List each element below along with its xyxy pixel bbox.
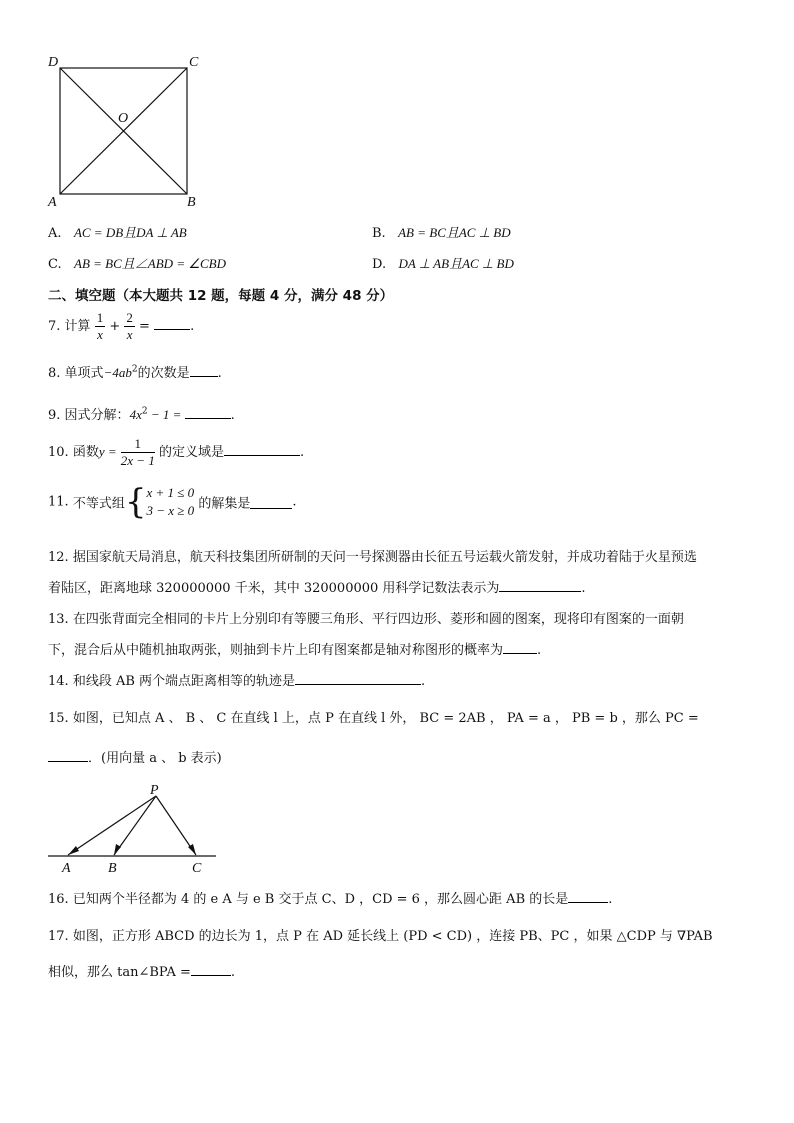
q11-system: x + 1 ≤ 0 3 − x ≥ 0 bbox=[146, 485, 195, 518]
q11-number: 11. bbox=[48, 494, 69, 510]
choice-b-letter: B. bbox=[372, 226, 386, 241]
q17-text-1: 如图，正方形 ABCD 的边长为 1，点 P 在 AD 延长线上 (PD < CD) ，连接 PB、PC ，如果 △CDP 与 ∇PAB bbox=[72, 929, 713, 944]
q10-fraction: $\frac{1}{2x - 1}$ bbox=[120, 436, 155, 468]
q9-number: 9. bbox=[48, 408, 61, 423]
q7-number: 7. bbox=[48, 319, 61, 334]
question-16: 16. 已知两个半径都为 4 的 e A 与 e B 交于点 C、D ，CD = 6 ，那么圆心距 AB 的长是 . bbox=[48, 892, 613, 907]
question-14: 14. 和线段 AB 两个端点距离相等的轨迹是 . bbox=[48, 674, 426, 689]
arrow-a bbox=[68, 846, 79, 855]
question-7: 7. 计算 $\frac{1}{x}$ + $\frac{2}{x}$ = . bbox=[48, 310, 195, 342]
q8-expression: −4ab bbox=[103, 365, 132, 380]
q8-suffix: 的次数是 bbox=[137, 366, 190, 381]
label-c2: C bbox=[192, 861, 202, 876]
choice-a[interactable] bbox=[48, 222, 187, 241]
question-9: 9. 因式分解：$4x^2 - 1$ = . bbox=[48, 406, 235, 423]
q8-number: 8. bbox=[48, 366, 61, 381]
q13-text-1: 在四张背面完全相同的卡片上分别印有等腰三角形、平行四边形、菱形和圆的图案，现将印有图案的一面朝 bbox=[72, 612, 684, 627]
q11-brace: { bbox=[124, 482, 147, 522]
q14-number: 14. bbox=[48, 674, 69, 689]
label-b2: B bbox=[108, 861, 117, 876]
q13-text-2: 下，混合后从中随机抽取两张，则抽到卡片上印有图案都是轴对称图形的概率为 bbox=[48, 643, 504, 658]
q17-text-2: 相似，那么 tan∠BPA = bbox=[48, 965, 191, 980]
q15-text-1: 如图，已知点 A 、 B 、 C 在直线 l 上，点 P 在直线 l 外， BC = 2AB ， PA = a ， PB = b ，那么 PC = bbox=[72, 711, 699, 726]
q7-fraction-2: $\frac{2}{x}$ bbox=[126, 310, 133, 342]
q10-answer-blank[interactable] bbox=[224, 443, 300, 456]
label-d: D bbox=[48, 55, 59, 70]
q9-text: 因式分解： bbox=[64, 408, 130, 423]
label-p: P bbox=[150, 783, 159, 798]
q12-text-1: 据国家航天局消息，航天科技集团所研制的天问一号探测器由长征五号运载火箭发射，并成功着陆于火星预选 bbox=[72, 550, 697, 565]
question-12-line-1 bbox=[48, 546, 697, 565]
choice-b-text: AB = BC且AC ⊥ BD bbox=[398, 225, 511, 240]
q14-text: 和线段 AB 两个端点距离相等的轨迹是 bbox=[72, 674, 296, 689]
question-13-line-2: 下，混合后从中随机抽取两张，则抽到卡片上印有图案都是轴对称图形的概率为 . bbox=[48, 643, 542, 658]
q15-answer-blank[interactable] bbox=[48, 749, 88, 762]
question-17-line-2: 相似，那么 tan∠BPA = . bbox=[48, 965, 236, 980]
choice-c[interactable] bbox=[48, 253, 226, 272]
q9-answer-blank[interactable] bbox=[185, 406, 231, 419]
question-15-line-1 bbox=[48, 707, 699, 726]
question-17-line-1 bbox=[48, 925, 713, 944]
q10-lhs: y = bbox=[98, 444, 117, 459]
q10-suffix: 的定义域是 bbox=[158, 445, 224, 460]
choice-c-letter: C. bbox=[48, 257, 62, 272]
q7-fraction-1: $\frac{1}{x}$ bbox=[96, 310, 104, 342]
label-o: O bbox=[118, 111, 129, 126]
q8-answer-blank[interactable] bbox=[190, 364, 218, 377]
q11-text: 不等式组 bbox=[72, 496, 125, 512]
q16-answer-blank[interactable] bbox=[568, 890, 608, 903]
choice-d[interactable] bbox=[372, 253, 514, 272]
q17-answer-blank[interactable] bbox=[191, 963, 231, 976]
q11-suffix: 的解集是 bbox=[198, 496, 251, 512]
q17-number: 17. bbox=[48, 929, 69, 944]
choice-d-letter: D. bbox=[372, 257, 387, 272]
q16-text: 已知两个半径都为 4 的 e A 与 e B 交于点 C、D ，CD = 6 ，那么圆心距 AB 的长是 bbox=[72, 892, 569, 907]
q9-expression: 4x bbox=[129, 407, 142, 422]
q7-plus: + bbox=[109, 319, 121, 334]
q11-answer-blank[interactable] bbox=[250, 496, 292, 509]
q12-answer-blank[interactable] bbox=[499, 579, 581, 592]
q13-number: 13. bbox=[48, 612, 69, 627]
q12-number: 12. bbox=[48, 550, 69, 565]
question-15-line-2 bbox=[48, 747, 222, 766]
label-c: C bbox=[189, 55, 199, 70]
question-13-line-1 bbox=[48, 608, 684, 627]
q10-number: 10. bbox=[48, 445, 69, 460]
choice-a-text: AC = DB且DA ⊥ AB bbox=[73, 225, 187, 240]
choice-d-text: DA ⊥ AB且AC ⊥ BD bbox=[398, 256, 514, 271]
label-a: A bbox=[48, 195, 57, 210]
q7-equals: = bbox=[139, 319, 150, 334]
question-10: 10. 函数y = $\frac{1}{2x - 1}$ 的定义域是 . bbox=[48, 436, 305, 468]
square-figure bbox=[40, 48, 210, 210]
q16-number: 16. bbox=[48, 892, 69, 907]
section-title: 二、填空题（本大题共 12 题，每题 4 分，满分 48 分） bbox=[48, 288, 394, 304]
question-12-line-2: 着陆区，距离地球 320000000 千米，其中 320000000 用科学记数法表示为 . bbox=[48, 581, 586, 596]
q7-prefix: 计算 bbox=[64, 319, 91, 334]
q7-answer-blank[interactable] bbox=[154, 317, 190, 330]
label-b: B bbox=[187, 195, 196, 210]
q14-answer-blank[interactable] bbox=[295, 672, 421, 685]
q15-text-2: ．(用向量 a 、 b 表示) bbox=[88, 751, 222, 766]
q13-answer-blank[interactable] bbox=[503, 641, 537, 654]
choice-b[interactable] bbox=[372, 222, 511, 241]
segment-pb bbox=[114, 796, 156, 855]
q10-text: 函数 bbox=[72, 445, 99, 460]
label-a2: A bbox=[62, 861, 71, 876]
q8-text: 单项式 bbox=[64, 366, 104, 381]
line-figure bbox=[46, 780, 226, 878]
question-11: 11. 不等式组{ x + 1 ≤ 0 3 − x ≥ 0 的解集是 . bbox=[48, 482, 297, 522]
choice-c-text: AB = BC且∠ABD = ∠CBD bbox=[74, 256, 226, 271]
q12-text-2: 着陆区，距离地球 320000000 千米，其中 320000000 用科学记数法表示为 bbox=[48, 581, 500, 596]
segment-pa bbox=[68, 796, 156, 855]
choice-a-letter: A. bbox=[48, 226, 62, 241]
question-8: 8. 单项式$-4ab^2$的次数是 . bbox=[48, 364, 222, 381]
q15-number: 15. bbox=[48, 711, 69, 726]
